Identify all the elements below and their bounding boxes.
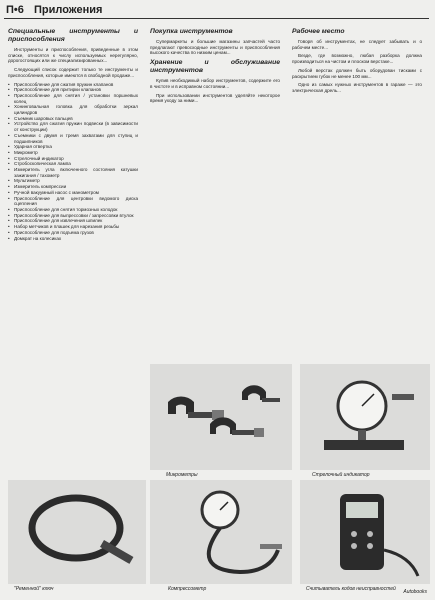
list-item: • Приспособление для подъема грузов	[8, 230, 138, 236]
tool-care-heading: Хранение и обслуживание инструментов	[150, 59, 280, 75]
column-workshop	[292, 28, 422, 97]
workshop-paragraph: Говоря об инструментах, не следует забывать и о рабочем месте...	[292, 39, 422, 50]
list-item: • Приспособление для снятия тормозных колодок	[8, 207, 138, 213]
list-item: • Хонинговальная головка для обработки зеркал цилиндров	[8, 104, 138, 115]
strap-wrench-caption: "Ременной" ключ	[14, 586, 54, 592]
workshop-paragraph: Везде, где возможно, любая разборка должна производиться на чистом и плоском верстаке...	[292, 53, 422, 65]
list-item: • Микрометр	[8, 150, 138, 156]
dial-indicator-caption: Стрелочный индикатор	[312, 472, 370, 478]
list-item: • Измеритель угла включенного состояния катушки зажигания / тахометр	[8, 167, 138, 178]
list-item: • Мультиметр	[8, 178, 138, 184]
strap-wrench-illustration	[8, 480, 146, 584]
fault-code-reader-caption: Считыватель кодов неисправностей	[306, 586, 396, 592]
page-header	[0, 0, 435, 22]
strap-wrench-photo	[8, 480, 146, 584]
list-item: • Приспособление для снятия / установки поршневых колец	[8, 93, 138, 104]
footer-site: Autobooks	[403, 589, 427, 595]
workshop-paragraph: Любой верстак должен быть оборудован тисками с раскрытием губок не менее 100 мм...	[292, 67, 422, 79]
list-item: • Ручной вакуумный насос с манометром	[8, 190, 138, 196]
buying-tools-heading: Покупка инструментов	[150, 28, 233, 35]
compression-gauge-illustration	[150, 480, 292, 584]
list-item: • Набор метчиков и плашек для нарезания резьбы	[8, 224, 138, 230]
fault-code-reader-illustration	[300, 480, 430, 584]
workshop-heading: Рабочее место	[292, 28, 345, 35]
micrometers-illustration	[150, 364, 292, 470]
list-item: • Приспособление для центровки ведомого диска сцепления	[8, 196, 138, 207]
dial-indicator-illustration	[300, 364, 430, 470]
buying-tools-paragraph: Супермаркеты и большие магазины запчастей часто предлагают превосходные инструменты и приспособления высокого качества по низким ценам...	[150, 39, 280, 56]
list-item: • Стрелочный индикатор	[8, 156, 138, 162]
compression-gauge-photo	[150, 480, 292, 584]
workshop-paragraph: Одно из самых нужных инструментов в гараже — это электрическая дрель...	[292, 82, 422, 93]
list-item: • Приспособление для сжатия пружин клапанов	[8, 82, 138, 88]
fault-code-reader-photo	[300, 480, 430, 584]
list-item: • Приспособление для извлечения шпилек	[8, 218, 138, 224]
list-item: • Приспособление для выпрессовки / запрессовки втулок	[8, 213, 138, 219]
column-buying-storage	[150, 28, 280, 107]
header-rule	[4, 18, 429, 19]
special-tools-paragraph: Следующий список содержит только те инструменты и приспособления, которые имеются в свободной продаже...	[8, 67, 138, 78]
compression-gauge-caption: Компрессометр	[168, 586, 207, 592]
list-item: • Стробоскопическая лампа	[8, 161, 138, 167]
list-item: • Домкрат на колесиках	[8, 236, 138, 242]
tool-care-paragraph: Купив необходимый набор инструментов, содержите его в чистоте и в исправном состоянии...	[150, 78, 280, 89]
list-item: • Съемник шаровых пальцев	[8, 116, 138, 122]
special-tools-list	[8, 82, 138, 242]
special-tools-heading: Специальные инструменты и приспособления	[8, 28, 138, 43]
tool-care-paragraph: При использовании инструментов уделяйте некоторое время уходу за ними...	[150, 92, 280, 104]
page-number: П•6	[6, 4, 24, 16]
list-item: • Съемники с двумя и тремя захватами для ступиц и подшипников	[8, 133, 138, 144]
micrometers-caption: Микрометры	[166, 472, 198, 478]
micrometers-photo	[150, 364, 292, 470]
list-item: • Приспособление для притирки клапанов	[8, 87, 138, 93]
dial-indicator-photo	[300, 364, 430, 470]
list-item: • Ударная отвертка	[8, 144, 138, 150]
list-item: • Измеритель компрессии	[8, 184, 138, 190]
chapter-title: Приложения	[34, 4, 103, 16]
column-special-tools	[8, 28, 138, 241]
list-item: • Устройство для сжатия пружин подвески (в зависимости от конструкции)	[8, 121, 138, 132]
special-tools-paragraph: Инструменты и приспособления, приведенные в этом списке, относятся к числу используемых нерегулярно, дорогостоящих или же специализированных...	[8, 47, 138, 64]
